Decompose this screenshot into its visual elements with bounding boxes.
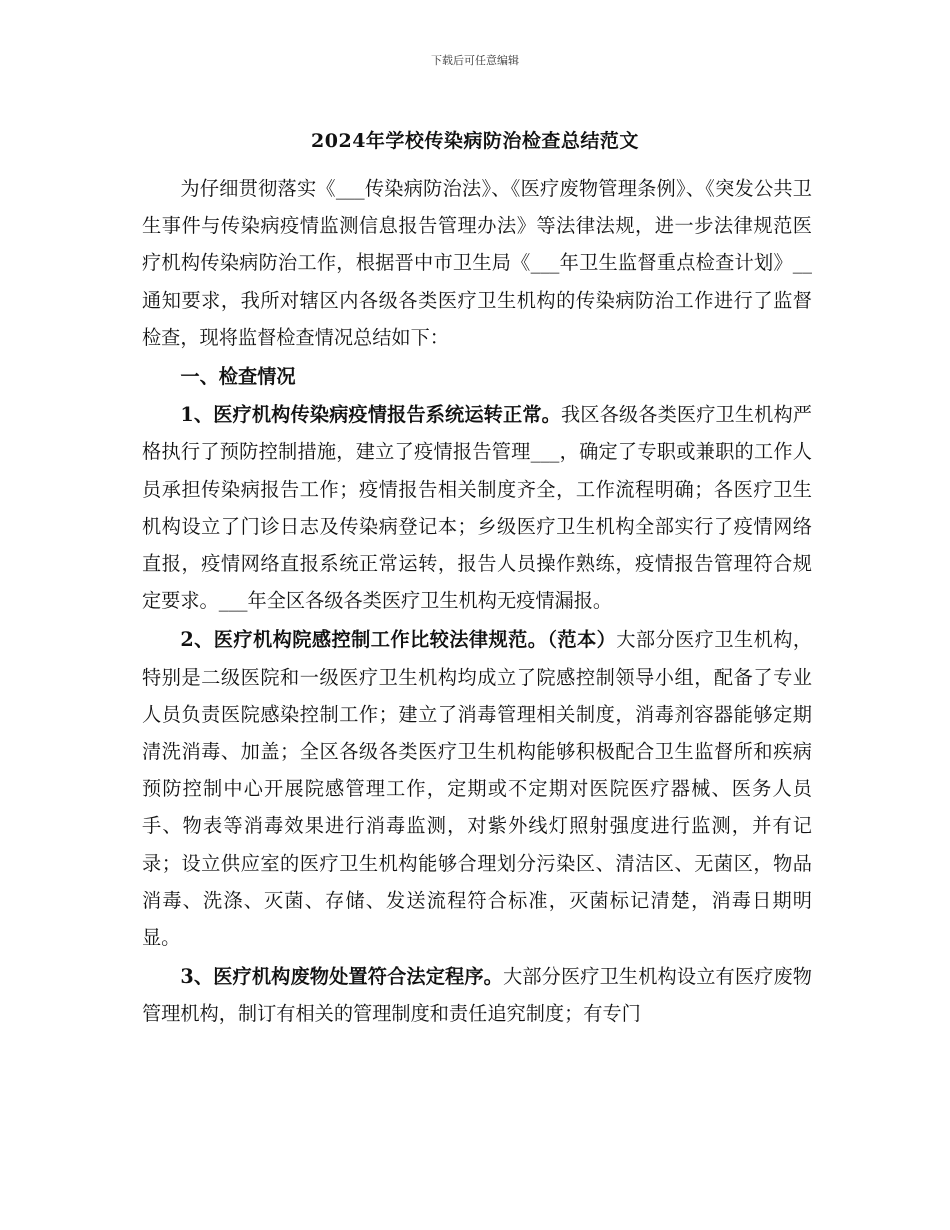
- item-paragraph-1: [142, 396, 812, 619]
- item-body-2: 大部分医疗卫生机构，特别是二级医院和一级医疗卫生机构均成立了院感控制领导小组，配备了专业人员负责医院感染控制工作；建立了消毒管理相关制度，消毒剂容器能够定期清洗消毒、加盖；全区各级各类医疗卫生机构能够积极配合卫生监督所和疾病预防控制中心开展院感管理工作，定期或不定期对医院医疗器械、医务人员手、物表等消毒效果进行消毒监测，对紫外线灯照射强度进行监测，并有记录；设立供应室的医疗卫生机构能够合理划分污染区、清洁区、无菌区，物品消毒、洗涤、灭菌、存储、发送流程符合标准，灭菌标记清楚，消毒日期明显。: [142, 628, 813, 950]
- document-body: [142, 170, 812, 1035]
- intro-paragraph: 为仔细贯彻落实《___传染病防治法》、《医疗废物管理条例》、《突发公共卫生事件与传染病疫情监测信息报告管理办法》等法律法规，进一步法律规范医疗机构传染病防治工作，根据晋中市卫生局《___年卫生监督重点检查计划》__通知要求，我所对辖区内各级各类医疗卫生机构的传染病防治工作进行了监督检查，现将监督检查情况总结如下：: [142, 177, 812, 349]
- item-lead-3: 3、医疗机构废物处置符合法定程序。: [180, 965, 503, 989]
- item-body-1: 我区各级各类医疗卫生机构严格执行了预防控制措施，建立了疫情报告管理___，确定了专职或兼职的工作人员承担传染病报告工作；疫情报告相关制度齐全，工作流程明确；各医疗卫生机构设立了门诊日志及传染病登记本；乡级医疗卫生机构全部实行了疫情网络直报，疫情网络直报系统正常运转，报告人员操作熟练，疫情报告管理符合规定要求。___年全区各级各类医疗卫生机构无疫情漏报。: [142, 403, 812, 613]
- item-paragraph-3: [142, 958, 812, 1032]
- item-body-3: 大部分医疗卫生机构设立有医疗废物管理机构，制订有相关的管理制度和责任追究制度；有专门: [142, 965, 812, 1026]
- document-title: 2024年学校传染病防治检查总结范文: [311, 130, 639, 152]
- item-lead-2: 2、医疗机构院感控制工作比较法律规范。（范本）: [180, 628, 617, 652]
- item-paragraph-2: [142, 621, 812, 956]
- item-lead-1: 1、医疗机构传染病疫情报告系统运转正常。: [180, 403, 561, 427]
- header-note: 下载后可任意编辑: [431, 54, 519, 67]
- section-heading: 一、检查情况: [180, 365, 296, 389]
